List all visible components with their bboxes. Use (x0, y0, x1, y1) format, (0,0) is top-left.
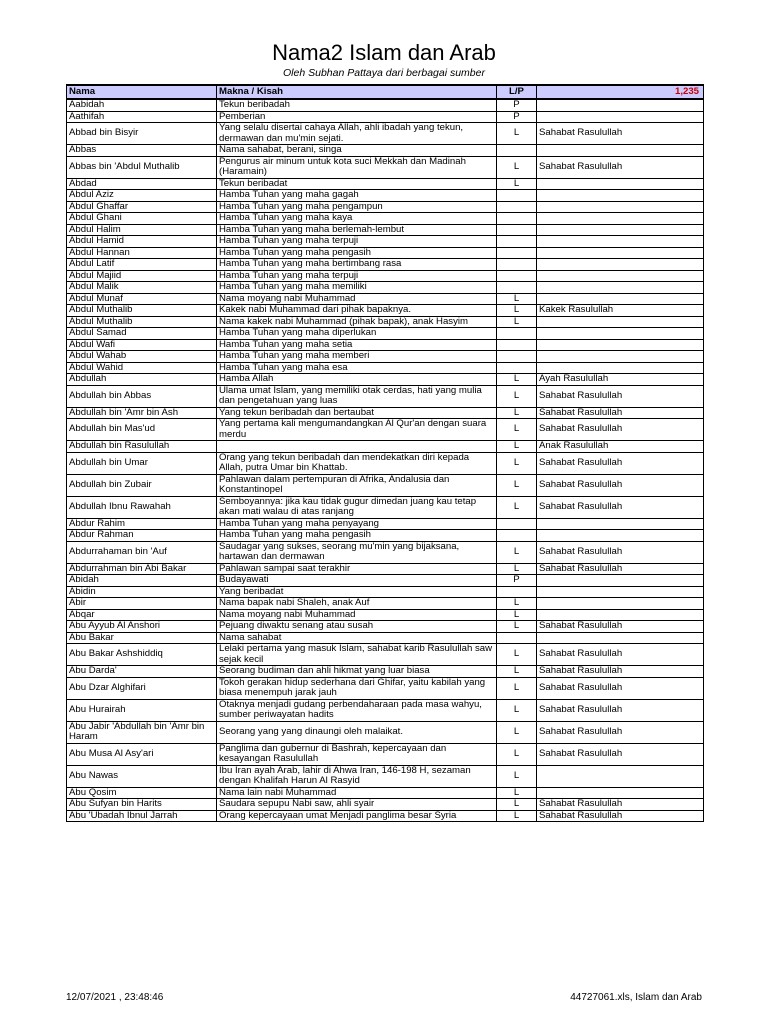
cell-keterangan (537, 530, 704, 542)
table-row (67, 666, 704, 678)
cell-lp: P (497, 575, 537, 587)
cell-makna: Nama sahabat, berani, singa (217, 145, 497, 157)
table-row (67, 247, 704, 259)
cell-nama: Abu Sufyan bin Harits (67, 799, 217, 811)
cell-nama: Abdul Majiid (67, 270, 217, 282)
cell-nama: Aathifah (67, 111, 217, 123)
cell-makna: Hamba Tuhan yang maha kaya (217, 213, 497, 225)
cell-lp (497, 213, 537, 225)
table-row (67, 374, 704, 386)
cell-makna: Seorang budiman dan ahli hikmat yang luar biasa (217, 666, 497, 678)
cell-keterangan (537, 351, 704, 363)
table-row (67, 339, 704, 351)
cell-keterangan: Sahabat Rasulullah (537, 123, 704, 145)
cell-nama: Abdul Ghaffar (67, 201, 217, 213)
cell-lp: L (497, 293, 537, 305)
cell-nama: Abdurrahaman bin 'Auf (67, 541, 217, 563)
cell-keterangan (537, 316, 704, 328)
cell-nama: Abdur Rahman (67, 530, 217, 542)
cell-makna: Hamba Tuhan yang maha setia (217, 339, 497, 351)
cell-keterangan (537, 575, 704, 587)
cell-keterangan (537, 328, 704, 340)
cell-keterangan: Sahabat Rasulullah (537, 496, 704, 518)
cell-nama: Abu Dzar Alghifari (67, 677, 217, 699)
table-row (67, 575, 704, 587)
cell-keterangan (537, 598, 704, 610)
cell-nama: Abdul Wahab (67, 351, 217, 363)
cell-keterangan: Kakek Rasulullah (537, 305, 704, 317)
cell-keterangan: Sahabat Rasulullah (537, 563, 704, 575)
table-row (67, 385, 704, 407)
cell-lp: L (497, 609, 537, 621)
cell-nama: Abu Bakar (67, 632, 217, 644)
table-row (67, 799, 704, 811)
cell-nama: Abir (67, 598, 217, 610)
cell-nama: Abu Hurairah (67, 699, 217, 721)
cell-lp: L (497, 496, 537, 518)
cell-nama: Abdul Wahid (67, 362, 217, 374)
cell-lp: L (497, 598, 537, 610)
cell-lp (497, 351, 537, 363)
table-row (67, 224, 704, 236)
cell-lp: L (497, 385, 537, 407)
cell-makna: Saudara sepupu Nabi saw, ahli syair (217, 799, 497, 811)
cell-makna: Hamba Tuhan yang maha memberi (217, 351, 497, 363)
table-row (67, 111, 704, 123)
cell-nama: Abu Musa Al Asy'ari (67, 743, 217, 765)
cell-keterangan (537, 99, 704, 111)
cell-keterangan: Sahabat Rasulullah (537, 810, 704, 822)
cell-makna: Pahlawan dalam pertempuran di Afrika, Andalusia dan Konstantinopel (217, 474, 497, 496)
table-row (67, 474, 704, 496)
cell-nama: Abdul Aziz (67, 190, 217, 202)
cell-keterangan (537, 201, 704, 213)
cell-makna: Tekun beribadah (217, 99, 497, 111)
page-subtitle: Oleh Subhan Pattaya dari berbagai sumber (283, 67, 485, 79)
cell-keterangan: Anak Rasulullah (537, 441, 704, 453)
cell-lp (497, 236, 537, 248)
cell-lp (497, 270, 537, 282)
cell-keterangan (537, 190, 704, 202)
table-row (67, 743, 704, 765)
cell-makna: Hamba Tuhan yang maha terpuji (217, 236, 497, 248)
table-row (67, 598, 704, 610)
cell-keterangan: Sahabat Rasulullah (537, 419, 704, 441)
cell-makna: Nama sahabat (217, 632, 497, 644)
table-row (67, 677, 704, 699)
cell-lp: P (497, 99, 537, 111)
cell-lp: L (497, 677, 537, 699)
cell-keterangan (537, 236, 704, 248)
cell-makna: Kakek nabi Muhammad dari pihak bapaknya. (217, 305, 497, 317)
cell-keterangan (537, 632, 704, 644)
cell-makna: Orang kepercayaan umat Menjadi panglima besar Syria (217, 810, 497, 822)
cell-nama: Abu Ayyub Al Anshori (67, 621, 217, 633)
table-row (67, 178, 704, 190)
table-row (67, 305, 704, 317)
cell-makna: Orang yang tekun beribadah dan mendekatkan diri kepada Allah, putra Umar bin Khattab. (217, 452, 497, 474)
cell-keterangan (537, 362, 704, 374)
cell-makna: Hamba Tuhan yang maha memiliki (217, 282, 497, 294)
cell-nama: Abdul Hannan (67, 247, 217, 259)
table-row (67, 787, 704, 799)
cell-lp: L (497, 419, 537, 441)
table-row (67, 316, 704, 328)
cell-keterangan (537, 270, 704, 282)
table-row (67, 293, 704, 305)
cell-makna: Nama lain nabi Muhammad (217, 787, 497, 799)
cell-lp (497, 145, 537, 157)
cell-keterangan (537, 111, 704, 123)
cell-keterangan: Sahabat Rasulullah (537, 721, 704, 743)
cell-nama: Aabidah (67, 99, 217, 111)
cell-lp: L (497, 541, 537, 563)
cell-keterangan (537, 178, 704, 190)
cell-lp (497, 190, 537, 202)
cell-makna: Nama bapak nabi Shaleh, anak Auf (217, 598, 497, 610)
table-row (67, 156, 704, 178)
table-row (67, 621, 704, 633)
cell-makna: Hamba Tuhan yang maha pengasih (217, 530, 497, 542)
cell-makna: Hamba Tuhan yang maha esa (217, 362, 497, 374)
table-header-row (67, 85, 704, 99)
cell-makna: Saudagar yang sukses, seorang mu'min yang bijaksana, hartawan dan dermawan (217, 541, 497, 563)
cell-nama: Abu Nawas (67, 765, 217, 787)
cell-lp: L (497, 123, 537, 145)
cell-makna: Hamba Allah (217, 374, 497, 386)
cell-keterangan (537, 787, 704, 799)
cell-nama: Abu Qosim (67, 787, 217, 799)
cell-lp: L (497, 316, 537, 328)
cell-makna: Seorang yang yang dinaungi oleh malaikat. (217, 721, 497, 743)
table-row (67, 328, 704, 340)
cell-keterangan: Ayah Rasulullah (537, 374, 704, 386)
cell-makna: Nama moyang nabi Muhammad (217, 609, 497, 621)
table-row (67, 351, 704, 363)
table-row (67, 213, 704, 225)
cell-keterangan (537, 259, 704, 271)
table-row (67, 721, 704, 743)
page-title: Nama2 Islam dan Arab (272, 40, 496, 65)
cell-nama: Abdul Malik (67, 282, 217, 294)
table-row (67, 123, 704, 145)
cell-keterangan: Sahabat Rasulullah (537, 385, 704, 407)
cell-nama: Abdullah bin Mas'ud (67, 419, 217, 441)
cell-keterangan: Sahabat Rasulullah (537, 666, 704, 678)
cell-makna: Nama kakek nabi Muhammad (pihak bapak), anak Hasyim (217, 316, 497, 328)
cell-makna: Nama moyang nabi Muhammad (217, 293, 497, 305)
table-row (67, 362, 704, 374)
cell-nama: Abqar (67, 609, 217, 621)
table-row (67, 282, 704, 294)
table-row (67, 452, 704, 474)
cell-makna: Panglima dan gubernur di Bashrah, kepercayaan dan kesayangan Rasulullah (217, 743, 497, 765)
cell-lp: L (497, 407, 537, 419)
table-row (67, 765, 704, 787)
footer-datetime: 12/07/2021 , 23:48:46 (66, 992, 164, 1003)
cell-lp: L (497, 305, 537, 317)
cell-nama: Abu Jabir 'Abdullah bin 'Amr bin Haram (67, 721, 217, 743)
cell-makna: Pahlawan sampai saat terakhir (217, 563, 497, 575)
table-row (67, 99, 704, 111)
cell-lp: L (497, 810, 537, 822)
cell-makna: Hamba Tuhan yang maha bertimbang rasa (217, 259, 497, 271)
table-body (67, 99, 704, 822)
cell-nama: Abidin (67, 586, 217, 598)
cell-nama: Abdullah Ibnu Rawahah (67, 496, 217, 518)
cell-nama: Abdullah (67, 374, 217, 386)
cell-lp: L (497, 799, 537, 811)
cell-makna: Tekun beribadat (217, 178, 497, 190)
cell-nama: Abdullah bin Umar (67, 452, 217, 474)
cell-nama: Abdullah bin Rasulullah (67, 441, 217, 453)
cell-keterangan (537, 339, 704, 351)
names-table (66, 84, 704, 822)
table-row (67, 609, 704, 621)
cell-lp: L (497, 374, 537, 386)
cell-keterangan (537, 145, 704, 157)
cell-makna: Hamba Tuhan yang maha gagah (217, 190, 497, 202)
cell-lp: L (497, 563, 537, 575)
cell-lp: L (497, 621, 537, 633)
table-row (67, 496, 704, 518)
cell-keterangan (537, 586, 704, 598)
cell-nama: Abdad (67, 178, 217, 190)
cell-makna: Hamba Tuhan yang maha berlemah-lembut (217, 224, 497, 236)
cell-lp: L (497, 644, 537, 666)
cell-keterangan (537, 247, 704, 259)
cell-lp: L (497, 441, 537, 453)
cell-makna: Yang beribadat (217, 586, 497, 598)
footer-filename: 44727061.xls, Islam dan Arab (570, 992, 702, 1003)
header-count: 1,235 (537, 85, 704, 99)
table-row (67, 699, 704, 721)
cell-nama: Abdullah bin 'Amr bin Ash (67, 407, 217, 419)
cell-lp (497, 224, 537, 236)
cell-keterangan: Sahabat Rasulullah (537, 621, 704, 633)
cell-nama: Abdul Munaf (67, 293, 217, 305)
cell-keterangan: Sahabat Rasulullah (537, 156, 704, 178)
cell-nama: Abdul Muthalib (67, 305, 217, 317)
cell-makna: Yang pertama kali mengumandangkan Al Qur'an dengan suara merdu (217, 419, 497, 441)
cell-lp (497, 632, 537, 644)
cell-keterangan: Sahabat Rasulullah (537, 699, 704, 721)
header-nama: Nama (67, 85, 217, 99)
cell-makna: Pemberian (217, 111, 497, 123)
table-row (67, 563, 704, 575)
cell-lp (497, 328, 537, 340)
cell-nama: Abdullah bin Zubair (67, 474, 217, 496)
cell-keterangan (537, 293, 704, 305)
table-row (67, 441, 704, 453)
cell-makna: Hamba Tuhan yang maha diperlukan (217, 328, 497, 340)
cell-lp (497, 530, 537, 542)
cell-lp (497, 282, 537, 294)
cell-nama: Abdul Muthalib (67, 316, 217, 328)
table-row (67, 632, 704, 644)
cell-lp (497, 518, 537, 530)
cell-makna: Semboyannya: jika kau tidak gugur dimedan juang kau tetap akan mati walau di atas ranjang (217, 496, 497, 518)
header-lp: L/P (497, 85, 537, 99)
cell-keterangan: Sahabat Rasulullah (537, 474, 704, 496)
cell-nama: Abbas bin 'Abdul Muthalib (67, 156, 217, 178)
table-row (67, 810, 704, 822)
cell-makna: Ulama umat Islam, yang memiliki otak cerdas, hati yang mulia dan pengetahuan yang luas (217, 385, 497, 407)
table-row (67, 145, 704, 157)
cell-lp: L (497, 666, 537, 678)
cell-lp: L (497, 787, 537, 799)
table-row (67, 541, 704, 563)
cell-makna: Lelaki pertama yang masuk Islam, sahabat karib Rasulullah saw sejak kecil (217, 644, 497, 666)
cell-nama: Abu 'Ubadah Ibnul Jarrah (67, 810, 217, 822)
cell-lp (497, 247, 537, 259)
cell-nama: Abdul Wafi (67, 339, 217, 351)
cell-makna (217, 441, 497, 453)
cell-makna: Pejuang diwaktu senang atau susah (217, 621, 497, 633)
cell-lp: L (497, 452, 537, 474)
cell-nama: Abbad bin Bisyir (67, 123, 217, 145)
cell-lp (497, 362, 537, 374)
cell-nama: Abdul Ghani (67, 213, 217, 225)
cell-lp: L (497, 721, 537, 743)
cell-lp (497, 339, 537, 351)
cell-nama: Abdullah bin Abbas (67, 385, 217, 407)
cell-makna: Tokoh gerakan hidup sederhana dari Ghifar, yaitu kabilah yang biasa menempuh jarak jauh (217, 677, 497, 699)
cell-makna: Otaknya menjadi gudang perbendaharaan pada masa wahyu, sumber periwayatan hadits (217, 699, 497, 721)
cell-keterangan (537, 282, 704, 294)
cell-lp (497, 201, 537, 213)
table-row (67, 518, 704, 530)
cell-makna: Budayawati (217, 575, 497, 587)
table-row (67, 586, 704, 598)
table-row (67, 259, 704, 271)
cell-lp: L (497, 156, 537, 178)
cell-lp: L (497, 765, 537, 787)
cell-keterangan: Sahabat Rasulullah (537, 743, 704, 765)
cell-makna: Hamba Tuhan yang maha pengampun (217, 201, 497, 213)
cell-nama: Abdul Hamid (67, 236, 217, 248)
cell-nama: Abu Darda' (67, 666, 217, 678)
cell-keterangan: Sahabat Rasulullah (537, 541, 704, 563)
table-row (67, 236, 704, 248)
cell-nama: Abdul Samad (67, 328, 217, 340)
cell-makna: Pengurus air minum untuk kota suci Mekkah dan Madinah (Haramain) (217, 156, 497, 178)
cell-keterangan: Sahabat Rasulullah (537, 799, 704, 811)
cell-lp: L (497, 178, 537, 190)
cell-nama: Abidah (67, 575, 217, 587)
cell-nama: Abdurrahman bin Abi Bakar (67, 563, 217, 575)
table-row (67, 419, 704, 441)
table-row (67, 530, 704, 542)
cell-keterangan (537, 518, 704, 530)
cell-makna: Yang tekun beribadah dan bertaubat (217, 407, 497, 419)
cell-nama: Abdul Halim (67, 224, 217, 236)
table-row (67, 201, 704, 213)
cell-lp: L (497, 699, 537, 721)
cell-keterangan: Sahabat Rasulullah (537, 677, 704, 699)
cell-keterangan: Sahabat Rasulullah (537, 644, 704, 666)
table-row (67, 270, 704, 282)
cell-nama: Abbas (67, 145, 217, 157)
cell-makna: Hamba Tuhan yang maha terpuji (217, 270, 497, 282)
cell-makna: Ibu Iran ayah Arab, lahir di Ahwa Iran, 146-198 H, sezaman dengan Khalifah Harun Al Rasyid (217, 765, 497, 787)
cell-lp: L (497, 474, 537, 496)
table-row (67, 407, 704, 419)
cell-keterangan (537, 609, 704, 621)
cell-makna: Yang selalu disertai cahaya Allah, ahli ibadah yang tekun, dermawan dan mu'min sejati. (217, 123, 497, 145)
cell-keterangan (537, 765, 704, 787)
cell-keterangan (537, 213, 704, 225)
cell-nama: Abu Bakar Ashshiddiq (67, 644, 217, 666)
header-makna: Makna / Kisah (217, 85, 497, 99)
cell-keterangan (537, 224, 704, 236)
cell-nama: Abdul Latif (67, 259, 217, 271)
cell-lp (497, 259, 537, 271)
cell-keterangan: Sahabat Rasulullah (537, 452, 704, 474)
table-row (67, 190, 704, 202)
cell-nama: Abdur Rahim (67, 518, 217, 530)
cell-makna: Hamba Tuhan yang maha penyayang (217, 518, 497, 530)
cell-lp: P (497, 111, 537, 123)
cell-keterangan: Sahabat Rasulullah (537, 407, 704, 419)
cell-lp: L (497, 743, 537, 765)
cell-makna: Hamba Tuhan yang maha pengasih (217, 247, 497, 259)
cell-lp (497, 586, 537, 598)
table-row (67, 644, 704, 666)
